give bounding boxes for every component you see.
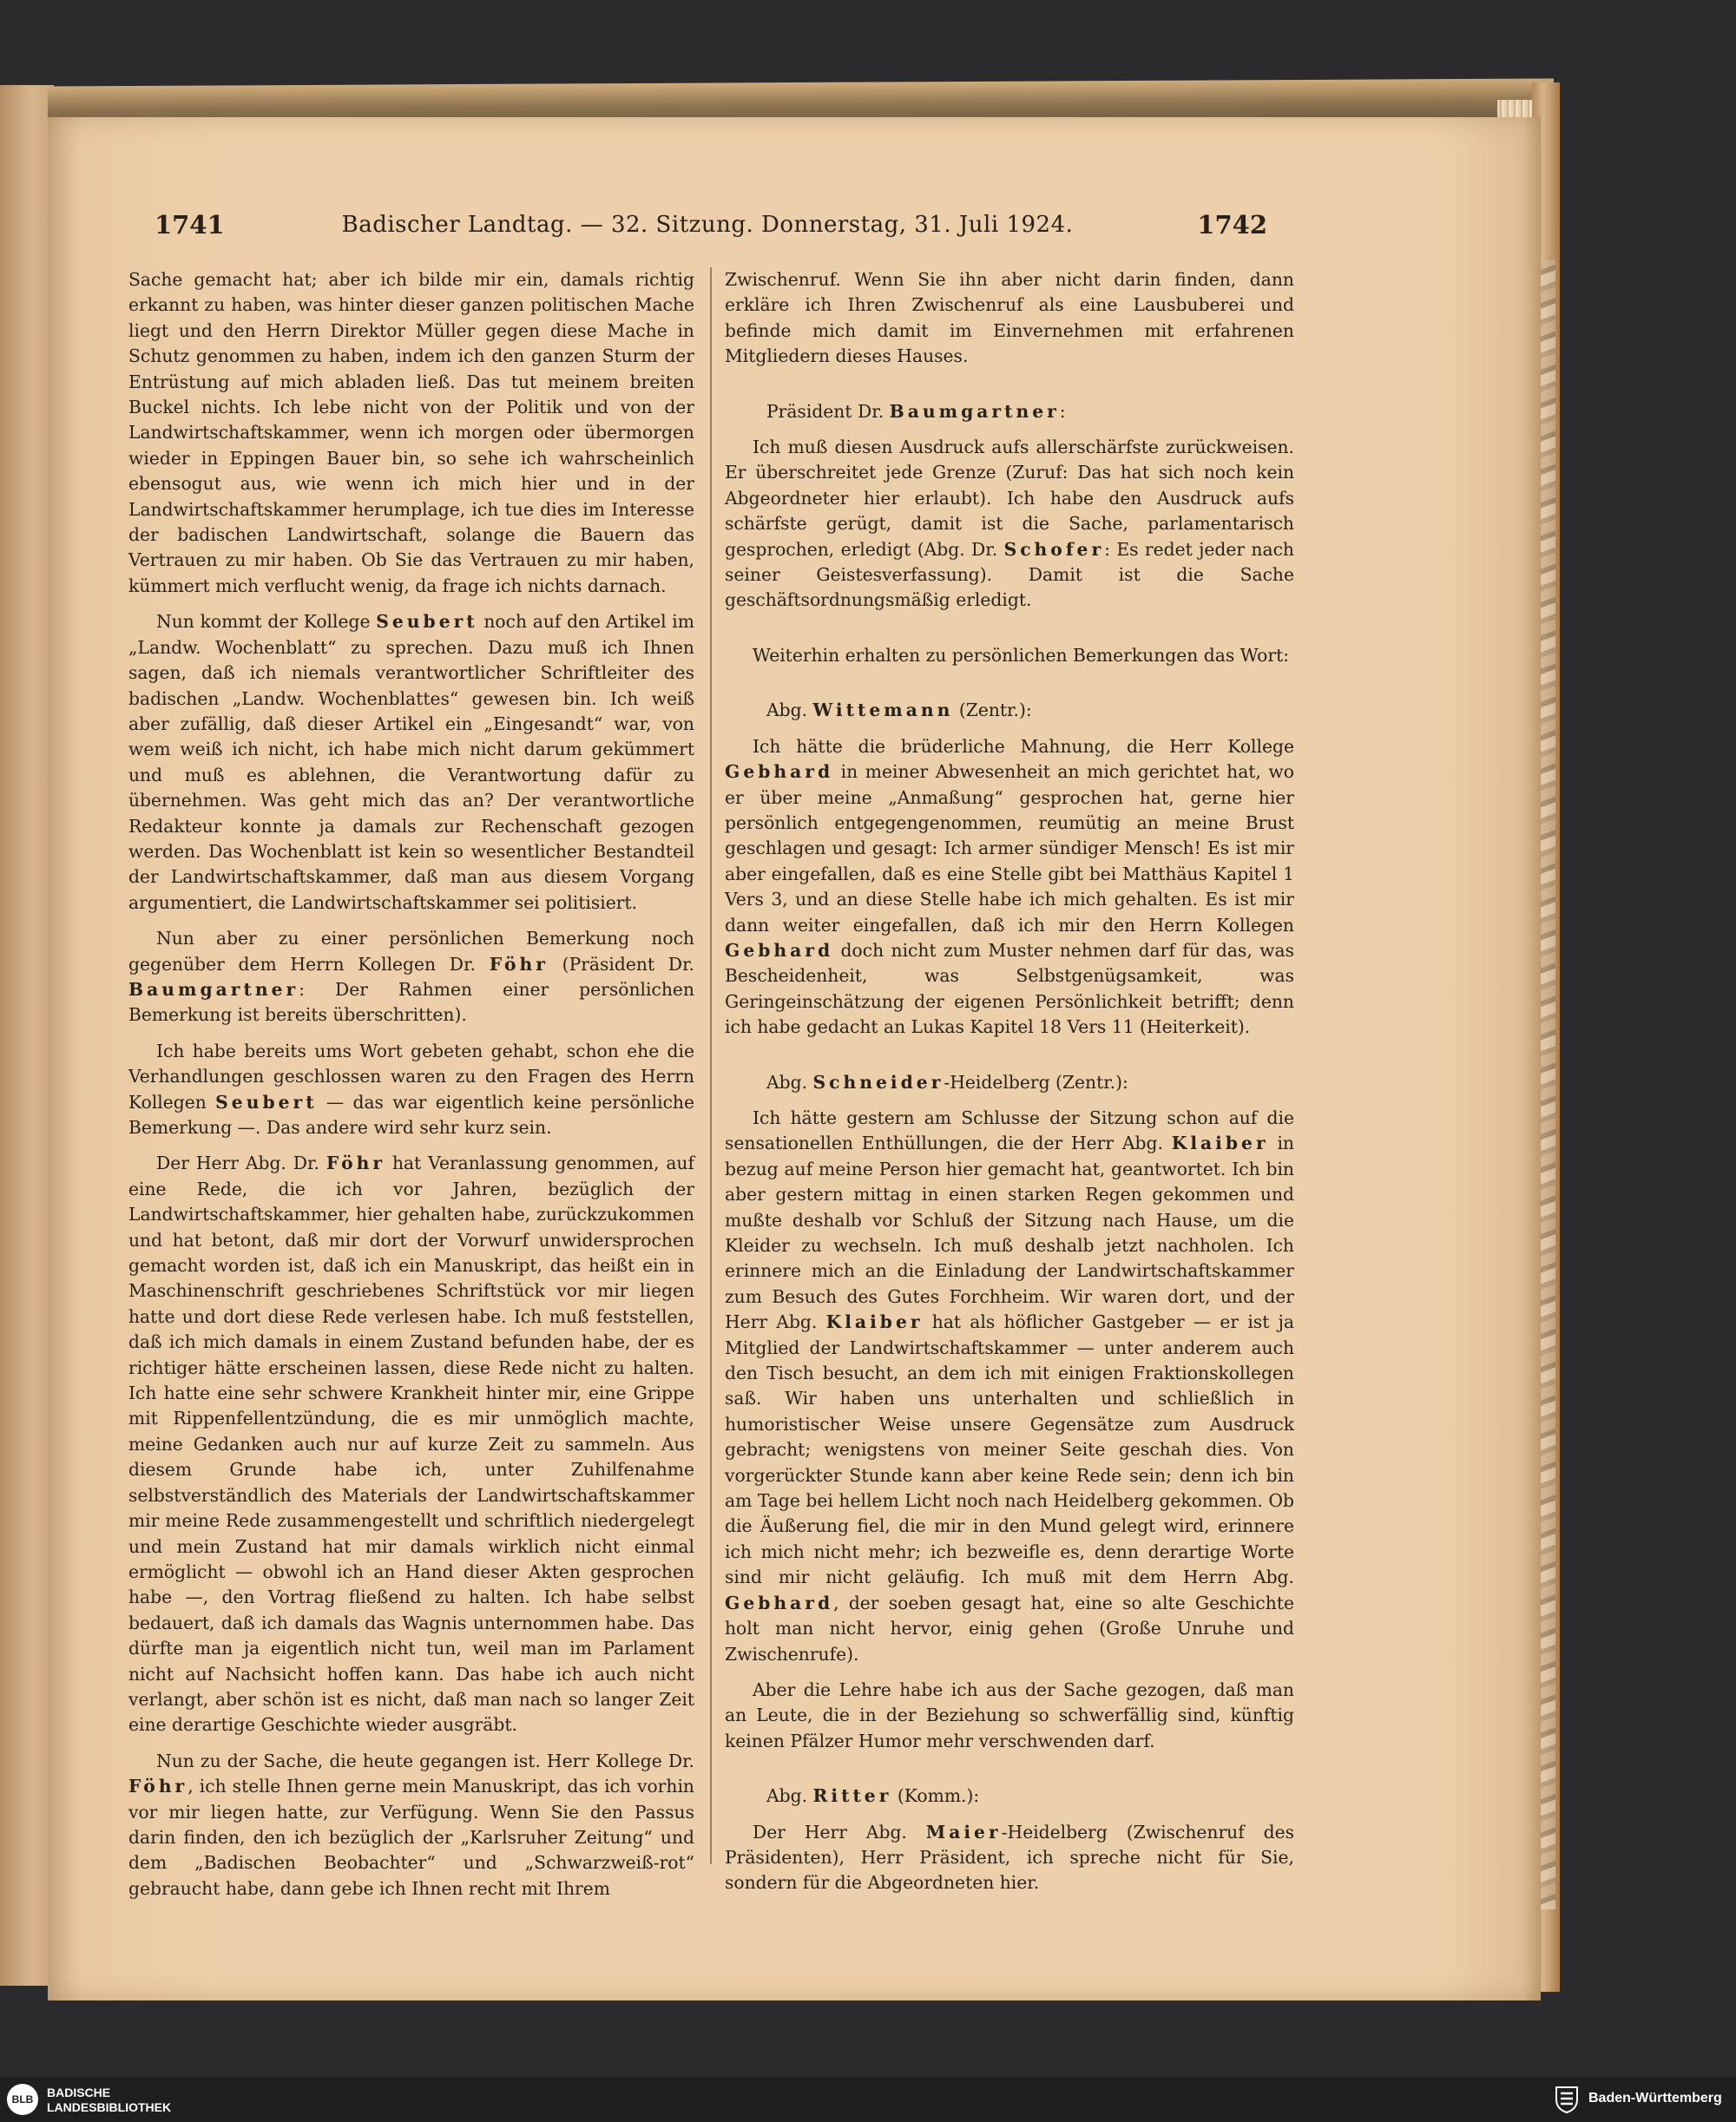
state-name[interactable]: Baden-Württemberg — [1588, 2091, 1722, 2106]
speaker-name: Föhr — [489, 953, 549, 975]
paragraph: Ich hätte gestern am Schlusse der Sitzung schon auf die sensationellen Enthüllungen, die der Herr Abg. Klaiber in bezug auf meine Person hier gemacht hat, geantwortet. Ich bin aber gestern mittag in einen starken Regen gekommen und mußte deshalb vor Schluß der Sitzung nach Hause, um die Kleider zu wechseln. Ich muß deshalb jetzt nachholen. Ich erinnere mich an die Einladung der Landwirtschaftskammer zum Besuch des Gutes Forchheim. Wir waren dort, und der Herr Abg. Klaiber hat als höflicher Gastgeber — er ist ja Mitglied der Landwirtschaftskammer — unter anderem auch den Tisch besucht, an dem ich mit einigen Fraktionskollegen saß. Wir haben uns unterhalten und schließlich in humoristischer Weise unsere Gegensätze zum Ausdruck gebracht; wenigstens von meiner Seite geschah dies. Von vorgerückter Stunde kann aber keine Rede sein; denn ich bin am Tage bei hellem Licht noch nach Heidelberg gekommen. Ob die Äußerung fiel, die mir in den Mund gelegt wird, erinnere ich mich nicht mehr; ich bezweifle es, denn derartige Worte sind mir nicht geläufig. Ich muß mit dem Herrn Abg. Gebhard, der soeben gesagt hat, eine so alte Geschichte holt man nicht hervor, einig gehen (Große Unruhe und Zwischenrufe). — [725, 1107, 1294, 1665]
left-page-edge — [0, 85, 54, 1986]
speaker-name: Gebhard — [725, 939, 834, 961]
paragraph: Ich muß diesen Ausdruck aufs allerschärfste zurückweisen. Er überschreitet jede Grenze (Zuruf: Das hat sich noch kein Abgeordneter hier erlaubt). Ich habe den Ausdruck aufs schärfste gerügt, damit ist die Sache, parlamentarisch gesprochen, erledigt (Abg. Dr. Schofer: Es redet jeder nach seiner Geistesverfassung). Damit ist die Sache geschäftsordnungsmäßig erledigt. — [725, 437, 1294, 611]
paragraph: Sache gemacht hat; aber ich bilde mir ein, damals richtig erkannt zu haben, was hinter dieser ganzen politischen Mache liegt und den Herrn Direktor Müller gegen diese Mache in Schutz genommen zu haben, indem ich den ganzen Sturm der Entrüstung auf mich abladen ließ. Das tut meinem breiten Buckel nichts. Ich lebe nicht von der Politik und von der Landwirtschaftskammer, wenn ich morgen oder übermorgen wieder in Eppingen Bauer bin, so sehe ich wahrscheinlich ebensogut aus, wie wenn ich mich hier und in der Landwirtschaftskammer herumplage, ich tue dies im Interesse der badischen Landwirtschaft, solange die Bauern das Vertrauen zu mir haben. Ob Sie das Vertrauen zu mir haben, kümmert mich verflucht wenig, da frage ich nichts darnach. — [128, 269, 694, 596]
paragraph: Der Herr Abg. Dr. Föhr hat Veranlassung genommen, auf eine Rede, die ich vor Jahren, bezüglich der Landwirtschaftskammer, hier gehalten habe, zurückzukommen und hat betont, daß mir dort der Vorwurf unwidersprochen gemacht worden ist, daß ich ein Manuskript, das heißt ein in Maschinenschrift geschriebenes Schriftstück vor mir liegen hatte und dort diese Rede verlesen habe. Ich muß feststellen, daß ich mich damals in einem Zustand befunden habe, der es richtiger hätte erscheinen lassen, diese Rede nicht zu halten. Ich hatte eine sehr schwere Krankheit hinter mir, eine Grippe mit Rippenfellentzündung, die es mir unmöglich machte, meine Gedanken auch nur auf kurze Zeit zu sammeln. Aus diesem Grunde habe ich, unter Zuhilfenahme selbstverständlich des Materials der Landwirtschaftskammer mir meine Rede zusammengestellt und schriftlich niedergelegt und mein Zustand hat mir damals wirklich nicht einmal ermöglicht — obwohl ich an Hand dieser Akten gesprochen habe —, den Vortrag fließend zu halten. Ich habe selbst bedauert, daß ich damals das Wagnis unternommen habe. Das dürfte man ja eigentlich nicht tun, weil man im Parlament nicht auf Nachsicht hoffen kann. Das habe ich auch nicht verlangt, aber schön ist es nicht, daß man nach so langer Zeit eine derartige Geschichte wieder ausgräbt. — [128, 1153, 694, 1736]
paragraph: Nun zu der Sache, die heute gegangen ist. Herr Kollege Dr. Föhr, ich stelle Ihnen gerne mein Manuskript, das ich vorhin vor mir liegen hatte, zur Verfügung. Wenn Sie den Passus darin finden, den ich bezüglich der „Karlsruher Zeitung“ und dem „Badischen Beobachter“ und „Schwarzweiß-rot“ gebraucht habe, dann gebe ich Ihnen recht mit Ihrem — [128, 1750, 694, 1899]
coat-of-arms-icon — [1554, 2086, 1580, 2113]
right-column — [725, 267, 1294, 1907]
viewer-footer — [0, 2077, 1736, 2122]
library-name[interactable]: BADISCHE LANDESBIBLIOTHEK — [47, 2086, 172, 2114]
paragraph: Weiterhin erhalten zu persönlichen Bemerkungen das Wort: — [753, 644, 1290, 666]
speaker-heading: Abg. Schneider-Heidelberg (Zentr.): — [766, 1071, 1128, 1093]
paragraph: Der Herr Abg. Maier-Heidelberg (Zwischenruf des Präsidenten), Herr Präsident, ich spreche nicht für Sie, sondern für die Abgeordneten hier. — [725, 1821, 1294, 1894]
speaker-heading: Abg. Ritter (Komm.): — [766, 1785, 980, 1807]
paragraph: Ich habe bereits ums Wort gebeten gehabt, schon ehe die Verhandlungen geschlossen waren zu den Fragen des Herrn Kollegen Seubert — das war eigentlich keine persönliche Bemerkung —. Das andere wird sehr kurz sein. — [128, 1040, 694, 1138]
speaker-name: Seubert — [215, 1091, 318, 1113]
header-title: Badischer Landtag. — 32. Sitzung. Donnerstag, 31. Juli 1924. — [341, 212, 1074, 238]
paragraph: Aber die Lehre habe ich aus der Sache gezogen, daß man an Leute, die in der Beziehung so schwerfällig sind, künftig keinen Pfälzer Humor mehr verschwenden darf. — [725, 1679, 1294, 1751]
page-number-right: 1742 — [1197, 210, 1267, 240]
speaker-name: Föhr — [128, 1776, 188, 1797]
left-column — [128, 267, 694, 1912]
speaker-name: Föhr — [326, 1153, 386, 1174]
paragraph: Nun aber zu einer persönlichen Bemerkung noch gegenüber dem Herrn Kollegen Dr. Föhr (Präsident Dr. Baumgartner: Der Rahmen einer persönlichen Bemerkung ist bereits überschritten). — [128, 928, 694, 1026]
blb-logo-icon[interactable]: BLB — [7, 2084, 38, 2115]
speaker-heading: Präsident Dr. Baumgartner: — [766, 400, 1066, 422]
speaker-name: Gebhard — [725, 1592, 834, 1613]
speaker-name: Klaiber — [825, 1311, 924, 1333]
paragraph: Nun kommt der Kollege Seubert noch auf den Artikel im „Landw. Wochenblatt“ zu sprechen. Dazu muß ich Ihnen sagen, daß ich niemals verantwortlicher Schriftleiter des badischen „Landw. Wochenblattes“ gewesen bin. Ich weiß aber zufällig, daß dieser Artikel ein „Eingesandt“ war, von wem weiß ich nicht, ich habe mich nicht darum gekümmert und muß es ablehnen, die Verantwortung dafür zu übernehmen. Was geht mich das an? Der verantwortliche Redakteur konnte ja damals zur Rechenschaft gezogen werden. Das Wochenblatt ist kein so wesentlicher Bestandteil der Landwirtschaftskammer, daß man aus diesem Vorgang argumentiert, die Landwirtschaftskammer sei politisiert. — [128, 611, 694, 913]
speaker-heading: Abg. Wittemann (Zentr.): — [766, 700, 1032, 721]
speaker-name: Seubert — [376, 611, 478, 633]
speaker-name: Baumgartner — [128, 978, 299, 1000]
speaker-name: Schofer — [1003, 538, 1105, 560]
column-divider — [710, 267, 712, 1864]
running-header — [148, 210, 1267, 245]
paragraph: Zwischenruf. Wenn Sie ihn aber nicht darin finden, dann erkläre ich Ihren Zwischenruf als eine Lausbuberei und befinde mich damit im Einvernehmen mit erfahrenen Mitgliedern dieses Hauses. — [725, 269, 1294, 367]
speaker-name: Klaiber — [1171, 1133, 1269, 1154]
speaker-name: Gebhard — [725, 761, 834, 783]
paragraph: Ich hätte die brüderliche Mahnung, die Herr Kollege Gebhard in meiner Abwesenheit an mich gerichtet hat, wo er über meine „Anmaßung“ gesprochen hat, gerne hier persönlich entgegengenommen, reumütig an meine Brust geschlagen und gesagt: Ich armer sündiger Mensch! Es ist mir aber eingefallen, daß es eine Stelle gibt bei Matthäus Kapitel 1 Vers 3, und an diese Stelle habe ich mich gehalten. Es ist mir dann weiter eingefallen, daß ich mir den Herrn Kollegen Gebhard doch nicht zum Muster nehmen darf für das, was Bescheidenheit, was Selbstgenügsamkeit, was Geringeinschätzung der eigenen Persönlichkeit betrifft; denn ich habe gedacht an Lukas Kapitel 18 Vers 11 (Heiterkeit). — [725, 735, 1294, 1038]
page-number-left: 1741 — [155, 210, 225, 240]
speaker-name: Maier — [925, 1821, 1002, 1843]
